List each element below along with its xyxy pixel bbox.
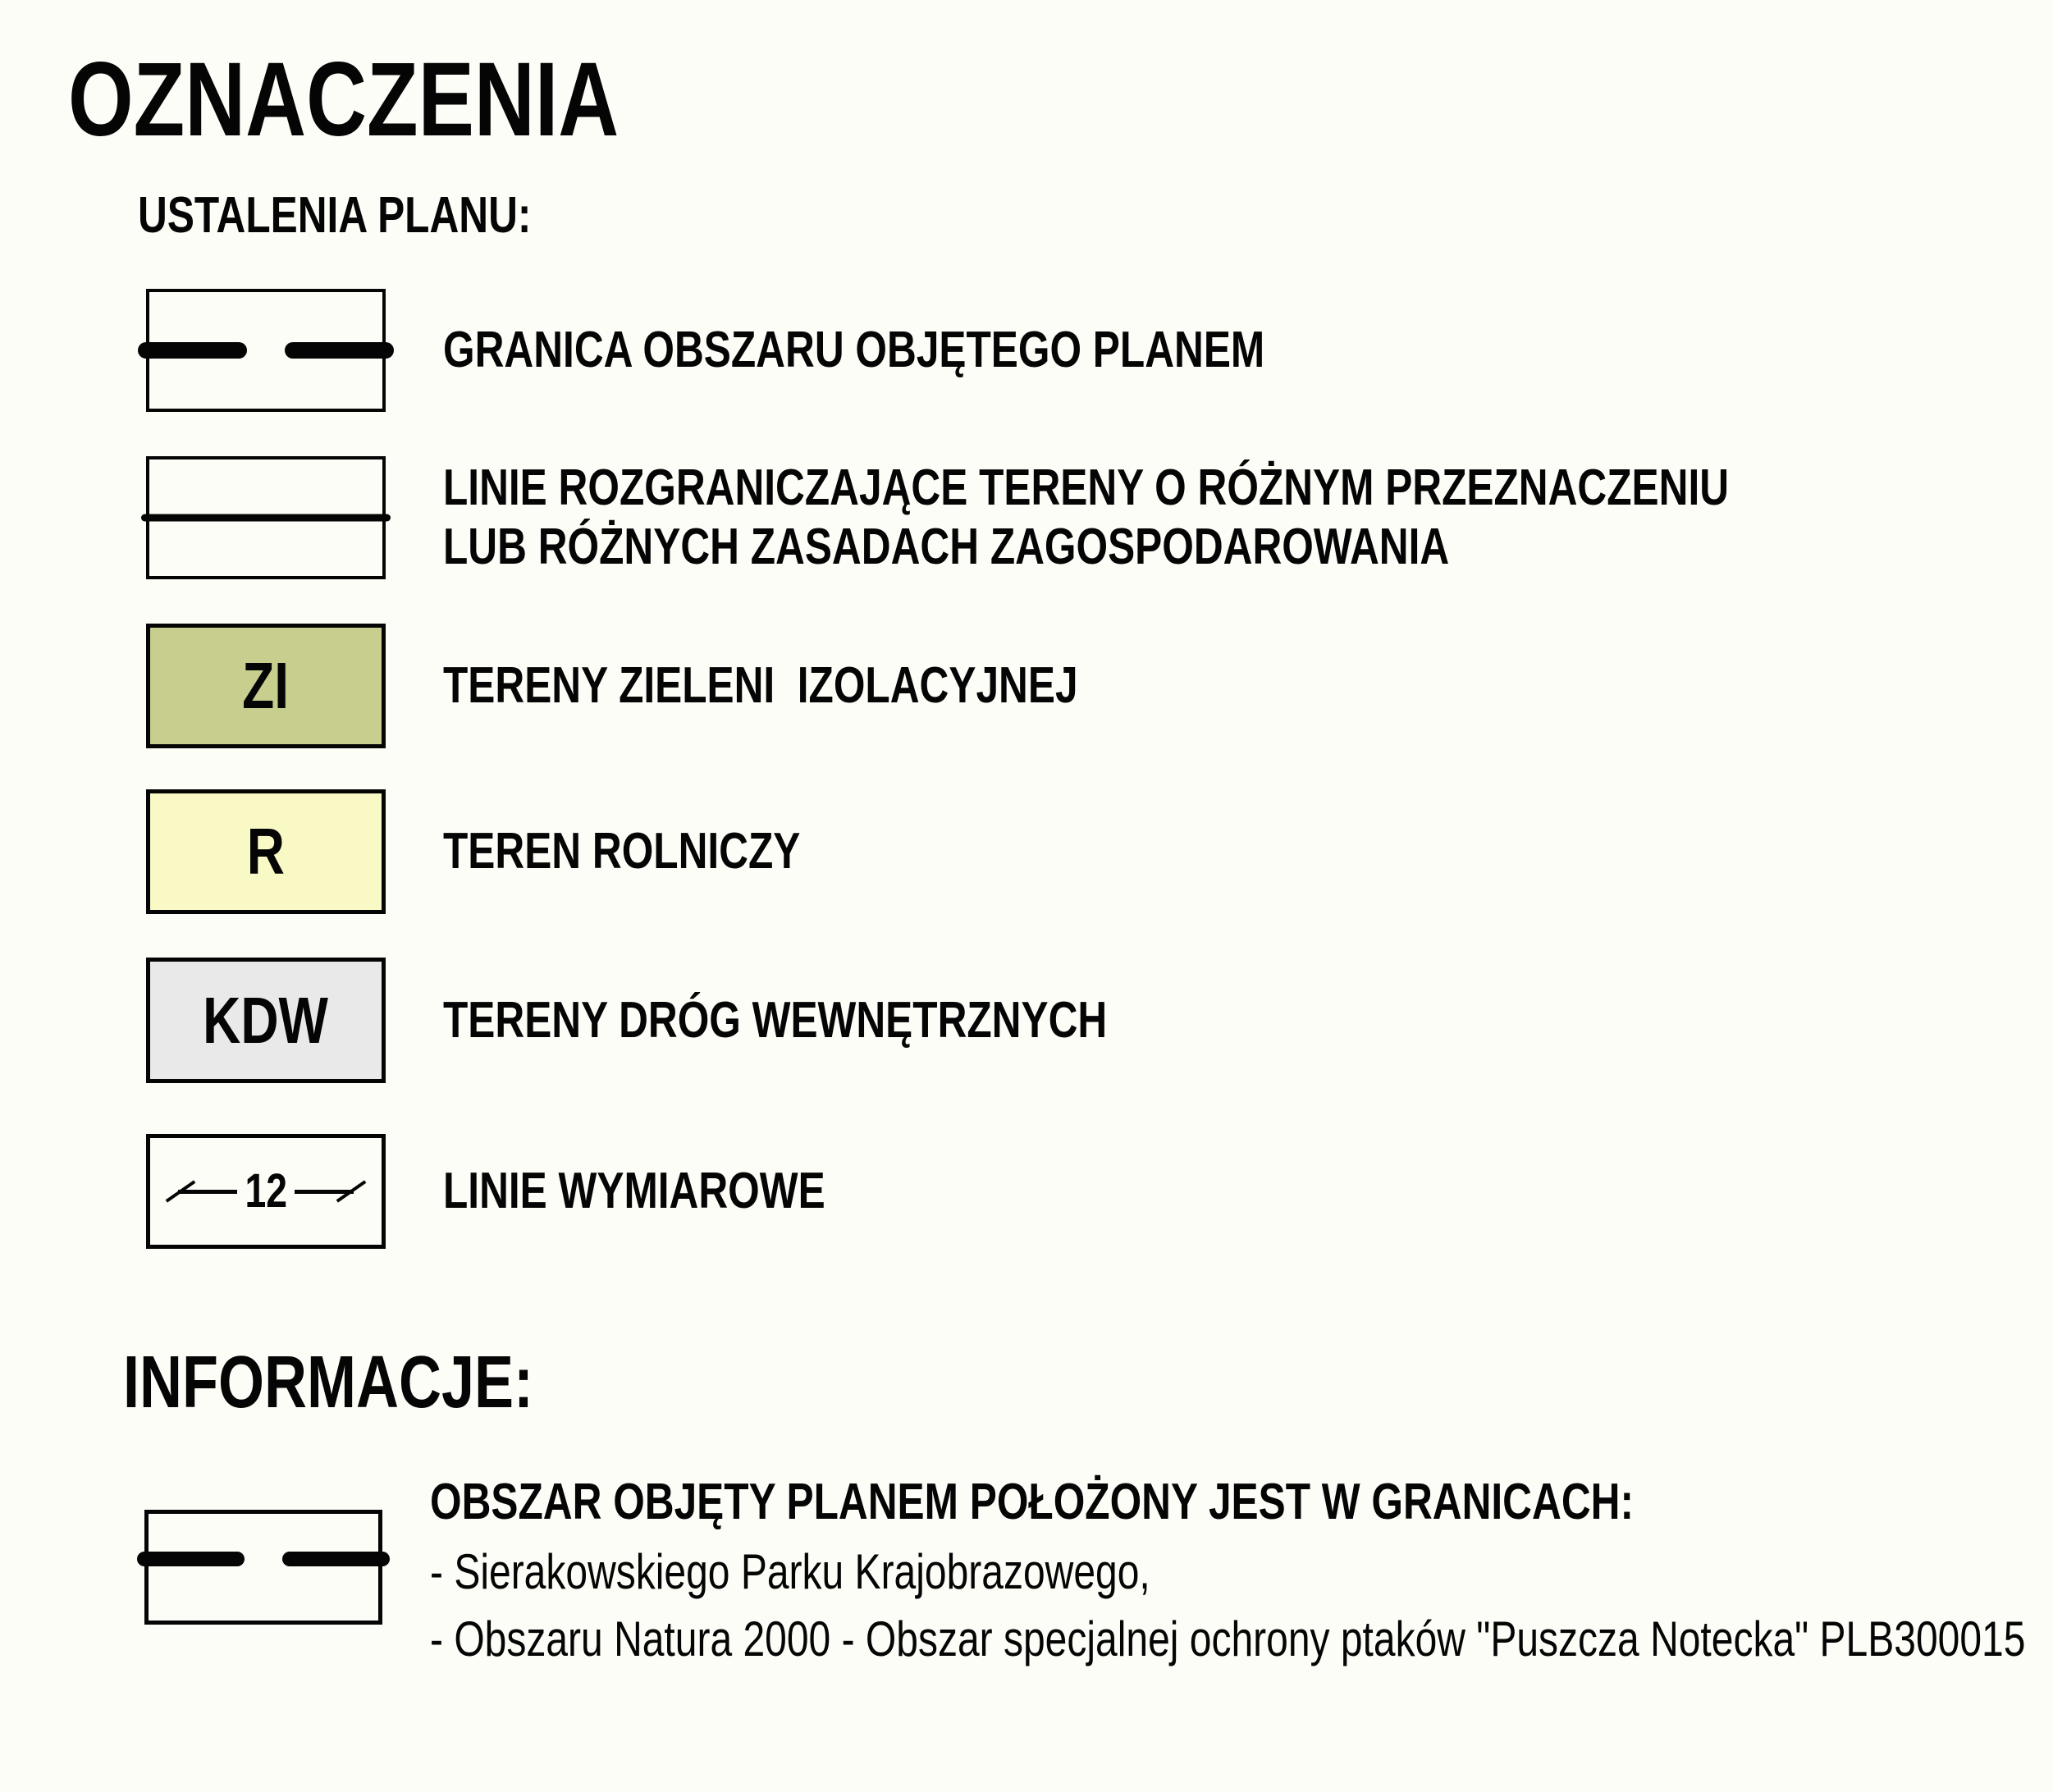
area-code: ZI [242,649,290,722]
legend-row-granica [0,289,2053,412]
kdw-area-symbol [146,958,386,1083]
legend-row-zi [0,624,2053,748]
informacje-title: OBSZAR OBJĘTY PLANEM POŁOŻONY JEST W GRANICACH: [430,1474,1634,1530]
dividing-line-symbol [146,456,386,579]
dash-segment [282,1552,390,1566]
legend-label: TERENY DRÓG WEWNĘTRZNYCH [443,991,1108,1049]
r-area-symbol [146,789,386,914]
dash-segment [285,342,394,359]
page-title-text: OZNACZENIA [68,41,620,158]
solid-line-icon [141,514,391,522]
legend-row-linie-wymiarowe [0,1134,2053,1249]
zi-area-symbol [146,624,386,748]
section-heading-informacje: INFORMACJE: [123,1342,533,1424]
legend-row-kdw [0,958,2053,1083]
dash-segment [137,1552,245,1566]
legend-label: LINIE WYMIAROWE [443,1163,825,1219]
legend-label: TERENY ZIELENI IZOLACYJNEJ [443,657,1078,714]
plan-boundary-symbol [146,289,386,412]
dimension-line-symbol [146,1134,386,1249]
legend-label: GRANICA OBSZARU OBJĘTEGO PLANEM [443,322,1265,378]
dimension-segment [178,1190,237,1194]
dash-segment [138,342,247,359]
dimension-value: 12 [245,1164,287,1218]
legend-row-linie-rozgraniczajace [0,456,2053,579]
informacje-line-2: - Obszaru Natura 2000 - Obszar specjalnej ochrony ptaków "Puszcza Notecka" PLB300015 [430,1611,2026,1666]
area-code: KDW [203,983,329,1057]
informacje-line-1: - Sierakowskiego Parku Krajobrazowego, [430,1544,1150,1599]
legend-row-r [0,789,2053,914]
dimension-line-icon [171,1138,361,1245]
legend-label: TEREN ROLNICZY [443,823,801,880]
section-heading-ustalenia: USTALENIA PLANU: [138,187,532,244]
dashed-line-icon [137,1552,390,1566]
legend-label: LINIE ROZGRANICZAJĄCE TERENY O RÓŻNYM PRZEZNACZENIU LUB RÓŻNYCH ZASADACH ZAGOSPODAROWANIA [443,459,1730,575]
page-title [68,41,757,158]
area-code: R [246,815,286,888]
plan-boundary-symbol [144,1510,382,1625]
dashed-line-icon [138,342,394,359]
